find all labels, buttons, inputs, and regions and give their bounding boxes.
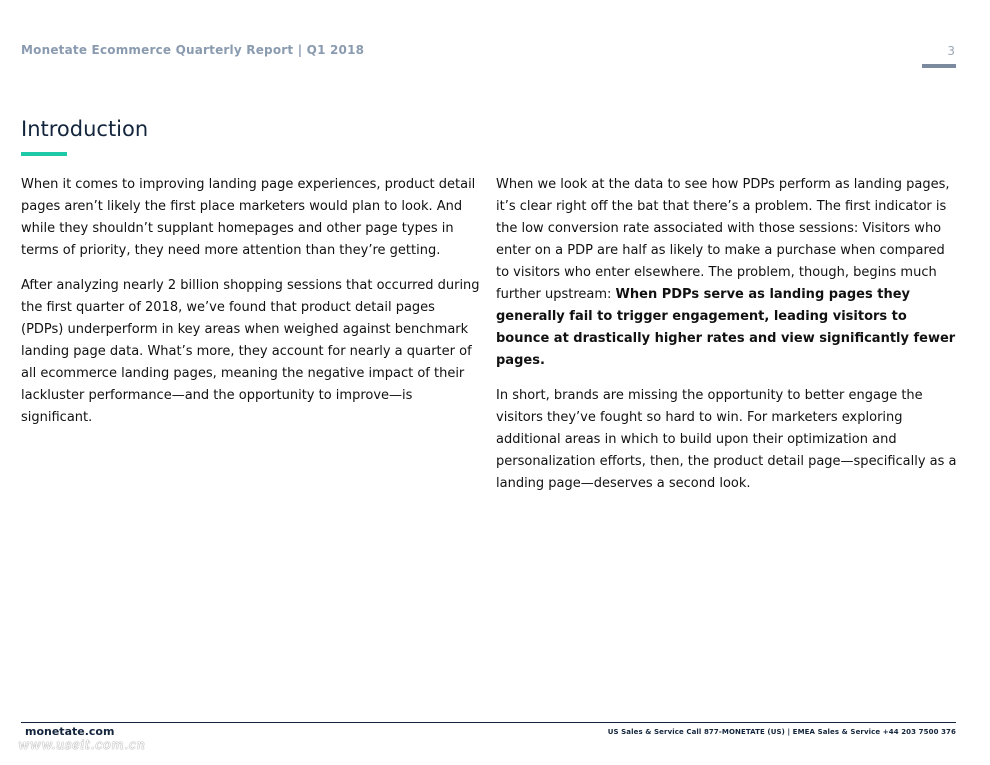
heading-underline xyxy=(21,152,67,156)
right-paragraph-1-bold: When PDPs serve as landing pages they generally fail to trigger engagement, leading visitors to bounce at drastically higher rates and view significantly fewer pages. xyxy=(496,287,956,368)
right-column xyxy=(496,174,958,508)
right-paragraph-1 xyxy=(496,174,958,372)
left-paragraph-1: When it comes to improving landing page experiences, product detail pages aren’t likely the first place marketers would plan to look. And while they shouldn’t supplant homepages and other page types in terms of priority, they need more attention than they’re getting. xyxy=(21,177,476,258)
left-column xyxy=(21,174,481,442)
report-title: Monetate Ecommerce Quarterly Report | Q1 2018 xyxy=(21,43,365,57)
watermark: www.useit.com.cn xyxy=(18,738,146,753)
left-paragraph-2: After analyzing nearly 2 billion shopping sessions that occurred during the first quarter of 2018, we’ve found that product detail pages (PDPs) underperform in key areas when weighed against benchmark landing page data. What’s more, they account for nearly a quarter of all ecommerce landing pages, meaning the negative impact of their lackluster performance—and the opportunity to improve—is significant. xyxy=(21,278,480,425)
page-number-bar xyxy=(922,64,956,68)
section-heading: Introduction xyxy=(21,117,149,141)
footer-rule xyxy=(21,722,956,723)
page-number: 3 xyxy=(947,44,955,58)
right-paragraph-2: In short, brands are missing the opportunity to better engage the visitors they’ve fought so hard to win. For marketers exploring additional areas in which to build upon their optimization and personalization efforts, then, the product detail page—specifically as a landing page—deserves a second look. xyxy=(496,388,957,491)
right-paragraph-1-text: When we look at the data to see how PDPs perform as landing pages, it’s clear right off the bat that there’s a problem. The first indicator is the low conversion rate associated with those sessions: Visitors who enter on a PDP are half as likely to make a purchase when compared to visitors who enter elsewhere. The problem, though, begins much further upstream: xyxy=(496,177,950,302)
footer-contact-info: US Sales & Service Call 877-MONETATE (US) | EMEA Sales & Service +44 203 7500 376 xyxy=(607,728,956,736)
footer-website[interactable]: monetate.com xyxy=(25,725,115,738)
